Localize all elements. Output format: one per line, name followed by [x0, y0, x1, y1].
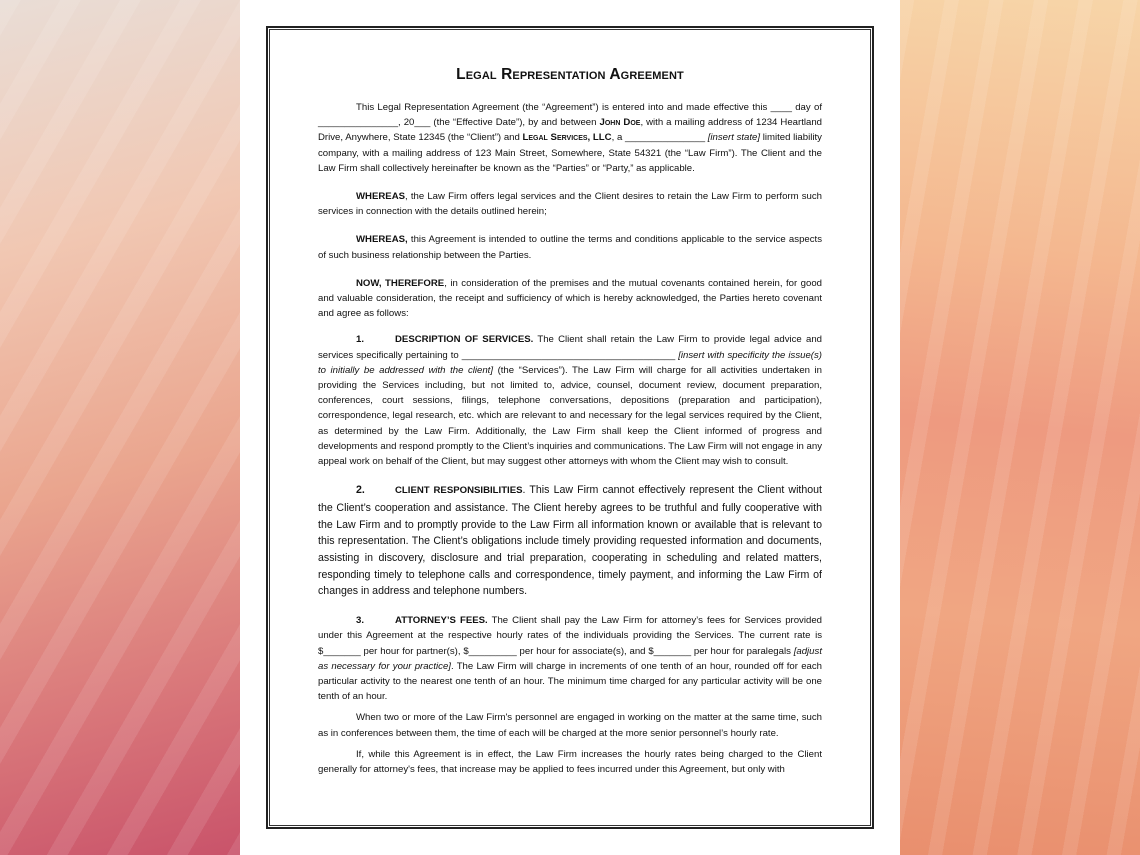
whereas-2-lead: WHEREAS, [356, 234, 408, 246]
section-1-text-2: (the “Services”). The Law Firm will charge for all activities undertaken in providing the Services including, but not limited to, advice, counsel, document review, document preparation, conferences, court sessions, filings, telephone conversations, depositions (preparation and participation), correspondence, legal research, etc. which are relevant to and necessary for the legal services required by the Client, as determined by the Law Firm. Additionally, the Law Firm shall keep the Client informed of progress and developments and respond promptly to the Client’s inquiries and communications. The Law Firm will not engage in any appeal work on behalf of the Client, but may suggest other attorneys with whom the Client may wish to consult. [318, 364, 822, 468]
section-3-attorneys-fees [318, 613, 822, 704]
client-name: John Doe [599, 117, 641, 129]
background-right-panel [900, 0, 1140, 855]
now-therefore-paragraph [318, 276, 822, 322]
now-therefore-text: , in consideration of the premises and the mutual covenants contained herein, for good and valuable consideration, the receipt and sufficiency of which is hereby acknowledged, the Parties hereto covenant and agree as follows: [318, 277, 822, 320]
section-1-description-of-services [318, 332, 822, 469]
section-1-note: [insert with specificity the issue(s) to initially be addressed with the client] [318, 349, 822, 376]
whereas-2-text: this Agreement is intended to outline the terms and conditions applicable to the service aspects of such business relationship between the Parties. [318, 234, 822, 261]
agreement-body [318, 64, 822, 777]
insert-state-note: [insert state] [707, 132, 761, 144]
section-1-text-1: The Client shall retain the Law Firm to provide legal advice and services specifically pertaining to ________________________________________ [318, 334, 822, 361]
document-title: Legal Representation Agreement [456, 66, 684, 83]
background-left-panel [0, 0, 240, 855]
section-2-text: . This Law Firm cannot effectively represent the Client without the Client’s cooperation and assistance. The Client hereby agrees to be truthful and fully cooperative with the Law Firm and to promptly provide to the Law Firm all information known or available that is relevant to this representation. The Client’s obligations include timely providing requested information and documents, assisting in discovery, disclosure and trial preparation, cooperating in scheduling and related matters, responding timely to telephone calls and correspondence, timely payment, and informing the Law Firm of changes in address and telephone numbers. [318, 484, 822, 598]
whereas-1-text: , the Law Firm offers legal services and the Client desires to retain the Law Firm to perform such services in connection with the details outlined herein; [318, 191, 822, 218]
section-2-heading: CLIENT RESPONSIBILITIES [395, 485, 523, 497]
section-3-text-2: . The Law Firm will charge in increments of one tenth of an hour, rounded off for each particular activity to the nearest one tenth of an hour. The minimum time charged for any particular activity will be one tenth of an hour. [318, 660, 822, 703]
whereas-paragraph-2 [318, 232, 822, 262]
section-1-number: 1. [356, 334, 365, 346]
whereas-1-lead: WHEREAS [356, 191, 406, 203]
intro-text-3: , a _______________ [611, 132, 708, 144]
section-3-heading: ATTORNEY’S FEES. [395, 615, 488, 627]
section-2-number: 2. [356, 484, 365, 497]
intro-text-2: , with a mailing address of 1234 Heartland Drive, Anywhere, State 12345 (the “Client”) and [318, 117, 822, 144]
whereas-paragraph-1 [318, 189, 822, 219]
intro-text-4: limited liability company, with a mailing address of 123 Main Street, Somewhere, State 54321 (the “Law Firm”). The Client and the Law Firm shall collectively hereinafter be known as the “Parties” or “Party,” as applicable. [318, 132, 822, 174]
personnel-rate-paragraph: When two or more of the Law Firm's personnel are engaged in working on the matter at the same time, such as in conferences between them, the time of each will be charged at the more senior personnel’s hourly rate. [318, 712, 822, 739]
section-3-number: 3. [356, 615, 365, 627]
section-2-client-responsibilities [318, 482, 822, 600]
now-therefore-lead: NOW, THEREFORE [356, 277, 445, 289]
section-3-text-1: The Client shall pay the Law Firm for attorney’s fees for Services provided under this Agreement at the respective hourly rates of the individuals providing the Services. The current rate is $_______ per hour for partner(s), $_________ per hour for associate(s), and $_______ per hour for paralegals [318, 615, 822, 657]
intro-text-1: This Legal Representation Agreement (the “Agreement”) is entered into and made effective this ____ day of _______________, 20___ (the “Effective Date”), by and between [318, 102, 822, 129]
section-3-note: [adjust as necessary for your practice] [318, 645, 822, 672]
intro-paragraph [318, 100, 822, 176]
section-1-heading: DESCRIPTION OF SERVICES. [395, 334, 534, 346]
rate-increase-paragraph: If, while this Agreement is in effect, the Law Firm increases the hourly rates being charged to the Client generally for attorney's fees, that increase may be applied to fees incurred under this Agreement, but only with [318, 748, 822, 776]
firm-name: Legal Services, LLC [522, 132, 612, 144]
